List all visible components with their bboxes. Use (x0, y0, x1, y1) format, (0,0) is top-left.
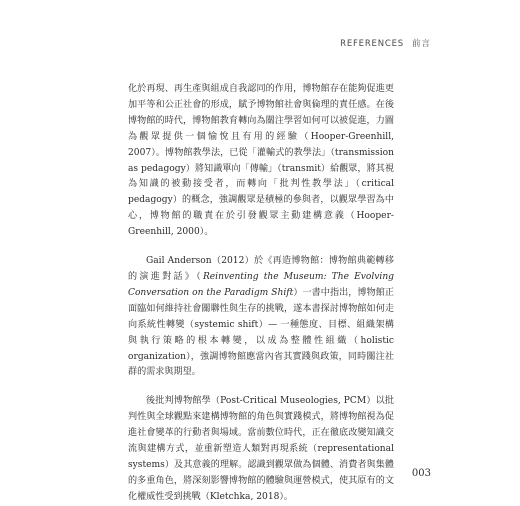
running-header (340, 37, 431, 49)
header-section: 前言 (411, 39, 431, 49)
paragraph-1: 化於再現、再生產與組成自我認同的作用，博物館存在能夠促進更加平等和公正社會的形成，賦予博物館社會與倫理的責任感。在後博物館的時代，博物館教育轉向為關注學習如何可以被促進，力圖為觀眾提供一個愉悅且有用的經驗（Hooper-Greenhill, 2007）。博物館教學法，已從「灌輸式的教學法」（transmission as pedagogy）將知識單向「傳輸」（transmit）給觀眾，將其視為知識的被動接受者，而轉向「批判性教學法」（critical pedagogy）的概念，強調觀眾是積極的參與者，以觀眾學習為中心，博物館的職責在於引發觀眾主動建構意義（Hooper-Greenhill, 2000）。 (128, 84, 394, 238)
header-title: REFERENCES (340, 39, 404, 49)
paragraph-2-rest: ）一書中指出，博物館正面臨如何維持社會關聯性與生存的挑戰，遂本書探討博物館如何走向系統性轉變（systemic shift）— 一種態度、目標、組織架構與執行策略的根本轉變，以成為整體性組織（holistic organization），強調博物館應當內省其實踐與政策，同時關注社群的需求與期望。 (128, 287, 394, 378)
paragraph-3: 後批判博物館學（Post-Critical Museologies, PCM）以批判性與全球觀點來建構博物館的角色與實踐模式，將博物館視為促進社會變革的行動者與場域。當前數位時代，正在徹底改變知識交流與建構方式，並重新塑造人類對再現系統（representational systems）及其意義的理解。認識到觀眾做為個體、消費者與集體的多重角色，將深刻影響博物館的體驗與運營模式，使其原有的文化權威性受到挑戰（Kletchka, 2018）。 (128, 396, 394, 502)
page-number: 003 (411, 468, 431, 479)
paragraph-2-lead: Gail Anderson（2012）於《再造博物館：博物館典範轉移的演進對話》（ (128, 256, 394, 282)
book-title-english: Reinventing the Museum: The Evolving Conversation on the Paradigm Shift (128, 271, 394, 298)
paragraph-2 (128, 254, 394, 381)
body-text (128, 82, 394, 506)
